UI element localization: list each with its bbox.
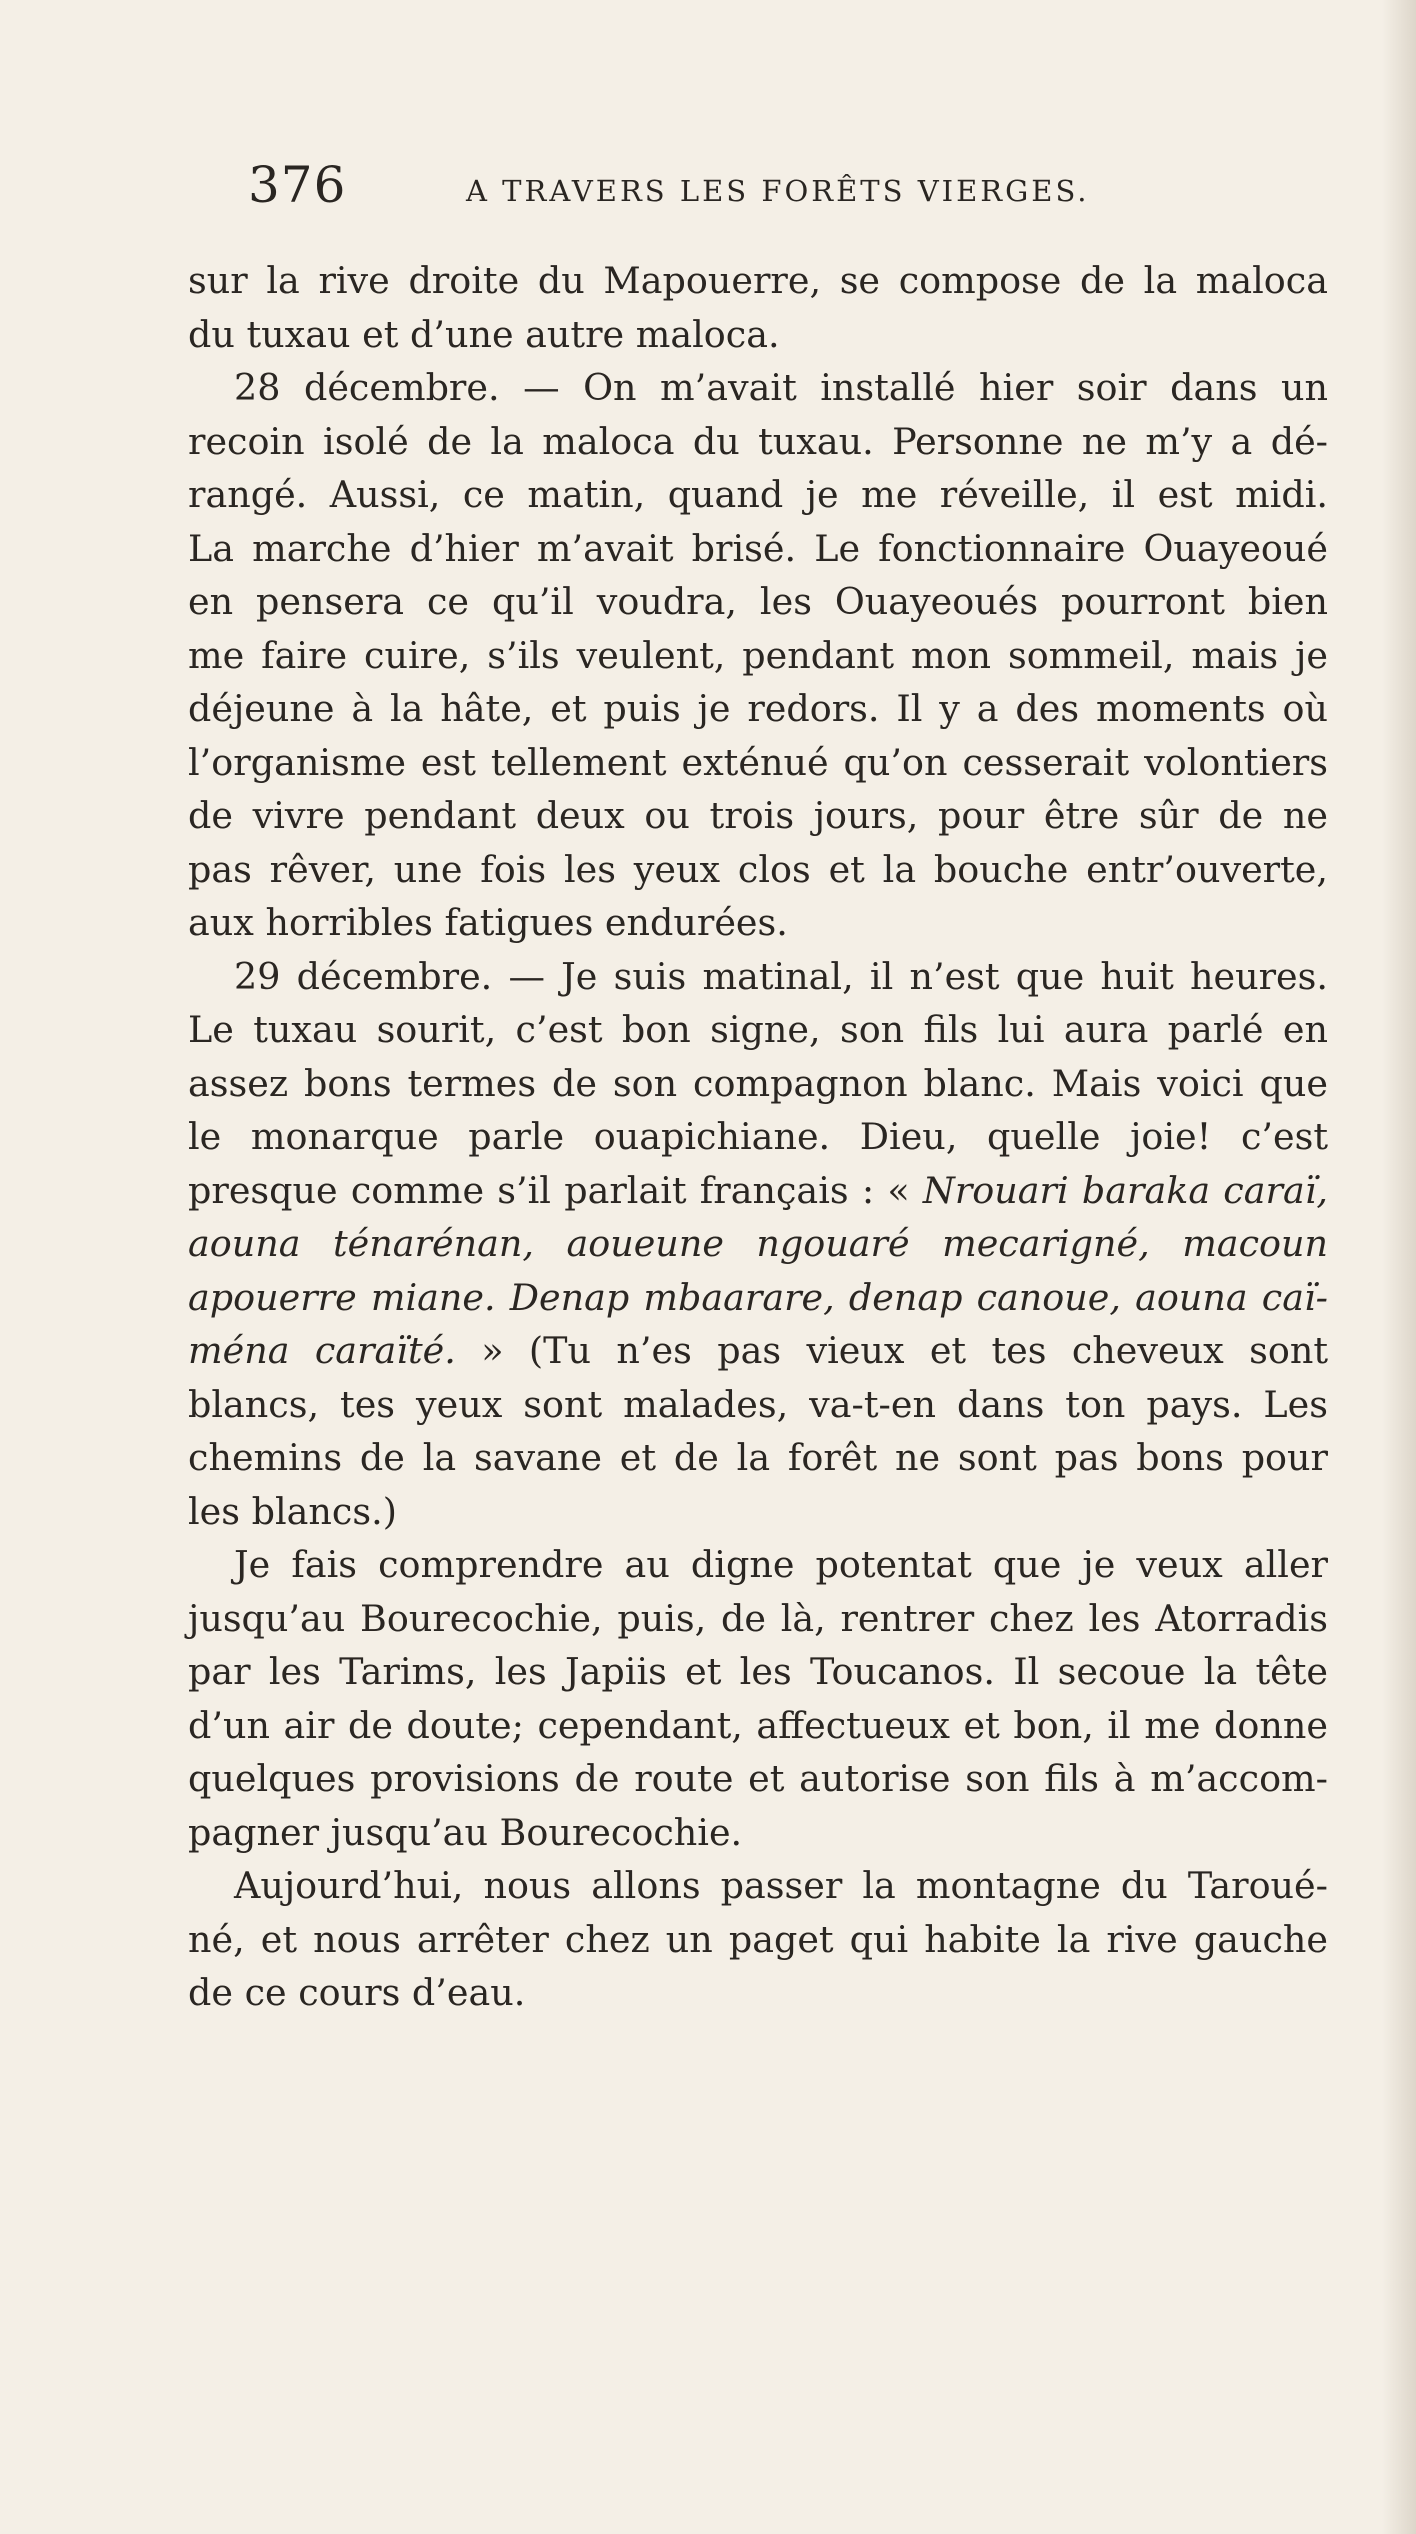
text-line: [188, 575, 1328, 629]
running-title: A TRAVERS LES FORÊTS VIERGES.: [466, 174, 1090, 208]
text-run: quelques provisions de route et autorise son fils à m’accom-: [188, 1757, 1328, 1800]
text-line: [188, 1271, 1328, 1325]
text-line: [188, 1485, 1328, 1539]
text-line: [188, 1859, 1328, 1913]
text-run: 29 décembre. — Je suis matinal, il n’est que huit heures.: [234, 954, 1328, 998]
text-run: l’organisme est tellement exténué qu’on cesserait volontiers: [188, 740, 1328, 784]
text-run: Le tuxau sourit, c’est bon signe, son fils lui aura parlé en: [188, 1008, 1328, 1051]
text-line: [188, 468, 1328, 522]
text-run: La marche d’hier m’avait brisé. Le fonctionnaire Ouayeoué: [188, 526, 1328, 570]
text-run: blancs, tes yeux sont malades, va-t-en dans ton pays. Les: [188, 1382, 1328, 1426]
italic-phrase: aouna ténarénan, aoueune ngouaré mecarigné, macoun: [188, 1222, 1328, 1265]
text-run: pagner jusqu’au Bourecochie.: [188, 1810, 743, 1854]
text-run: d’un air de doute; cependant, affectueux et bon, il me donne: [188, 1703, 1328, 1747]
text-line: [188, 415, 1328, 469]
text-line: [188, 1431, 1328, 1485]
text-run: Je fais comprendre au digne potentat que je veux aller: [234, 1543, 1328, 1586]
text-run: déjeune à la hâte, et puis je redors. Il y a des moments où: [188, 687, 1328, 730]
text-line: [188, 1324, 1328, 1378]
text-line: [188, 1538, 1328, 1592]
text-line: [188, 789, 1328, 843]
italic-phrase: Nrouari baraka caraï,: [922, 1168, 1328, 1212]
text-run: du tuxau et d’une autre maloca.: [188, 312, 780, 356]
text-line: [188, 843, 1328, 897]
text-line: [188, 1003, 1328, 1057]
text-line: [188, 736, 1328, 790]
text-run: de vivre pendant deux ou trois jours, pour être sûr de ne: [188, 794, 1328, 837]
body-text: [188, 254, 1328, 2020]
text-line: [188, 1913, 1328, 1967]
text-line: [188, 1592, 1328, 1646]
text-line: [188, 1752, 1328, 1806]
text-line: [188, 1966, 1328, 2020]
text-line: [188, 1806, 1328, 1860]
text-run: me faire cuire, s’ils veulent, pendant mon sommeil, mais je: [188, 633, 1328, 677]
text-run: de ce cours d’eau.: [188, 1971, 526, 2014]
page-header: [248, 150, 1228, 214]
text-run: aux horribles fatigues endurées.: [188, 901, 788, 944]
italic-phrase: ména caraïté.: [188, 1329, 456, 1372]
text-line: [188, 308, 1328, 362]
text-line: [188, 1164, 1328, 1218]
text-run: pas rêver, une fois les yeux clos et la bouche entr’ouverte,: [188, 847, 1328, 891]
text-run: le monarque parle ouapichiane. Dieu, quelle joie! c’est: [188, 1115, 1328, 1158]
text-line: [188, 682, 1328, 736]
text-line: [188, 896, 1328, 950]
text-run: né, et nous arrêter chez un paget qui habite la rive gauche: [188, 1917, 1328, 1961]
text-line: [188, 1645, 1328, 1699]
text-run: en pensera ce qu’il voudra, les Ouayeoués pourront bien: [188, 580, 1328, 623]
text-line: [188, 361, 1328, 415]
text-run: » (Tu n’es pas vieux et tes cheveux sont: [455, 1329, 1328, 1372]
text-line: [188, 1699, 1328, 1753]
text-run: par les Tarims, les Japiis et les Toucanos. Il secoue la tête: [188, 1650, 1328, 1693]
page-number: 376: [248, 156, 347, 214]
text-run: chemins de la savane et de la forêt ne sont pas bons pour: [188, 1436, 1328, 1479]
text-run: les blancs.): [188, 1489, 397, 1533]
text-line: [188, 1378, 1328, 1432]
text-run: 28 décembre. — On m’avait installé hier soir dans un: [234, 366, 1328, 409]
text-run: jusqu’au Bourecochie, puis, de là, rentrer chez les Atorradis: [188, 1596, 1328, 1640]
italic-phrase: apouerre miane. Denap mbaarare, denap canoue, aouna caï-: [188, 1275, 1328, 1319]
text-run: presque comme s’il parlait français : «: [188, 1168, 923, 1212]
text-run: recoin isolé de la maloca du tuxau. Personne ne m’y a dé-: [188, 419, 1328, 463]
text-line: [188, 950, 1328, 1004]
text-run: sur la rive droite du Mapouerre, se compose de la maloca: [188, 259, 1328, 302]
text-run: rangé. Aussi, ce matin, quand je me réveille, il est midi.: [188, 473, 1328, 516]
text-line: [188, 1217, 1328, 1271]
text-run: assez bons termes de son compagnon blanc. Mais voici que: [188, 1061, 1328, 1105]
text-line: [188, 254, 1328, 308]
text-run: Aujourd’hui, nous allons passer la montagne du Taroué-: [234, 1864, 1328, 1907]
text-line: [188, 1110, 1328, 1164]
text-line: [188, 522, 1328, 576]
text-line: [188, 629, 1328, 683]
text-line: [188, 1057, 1328, 1111]
